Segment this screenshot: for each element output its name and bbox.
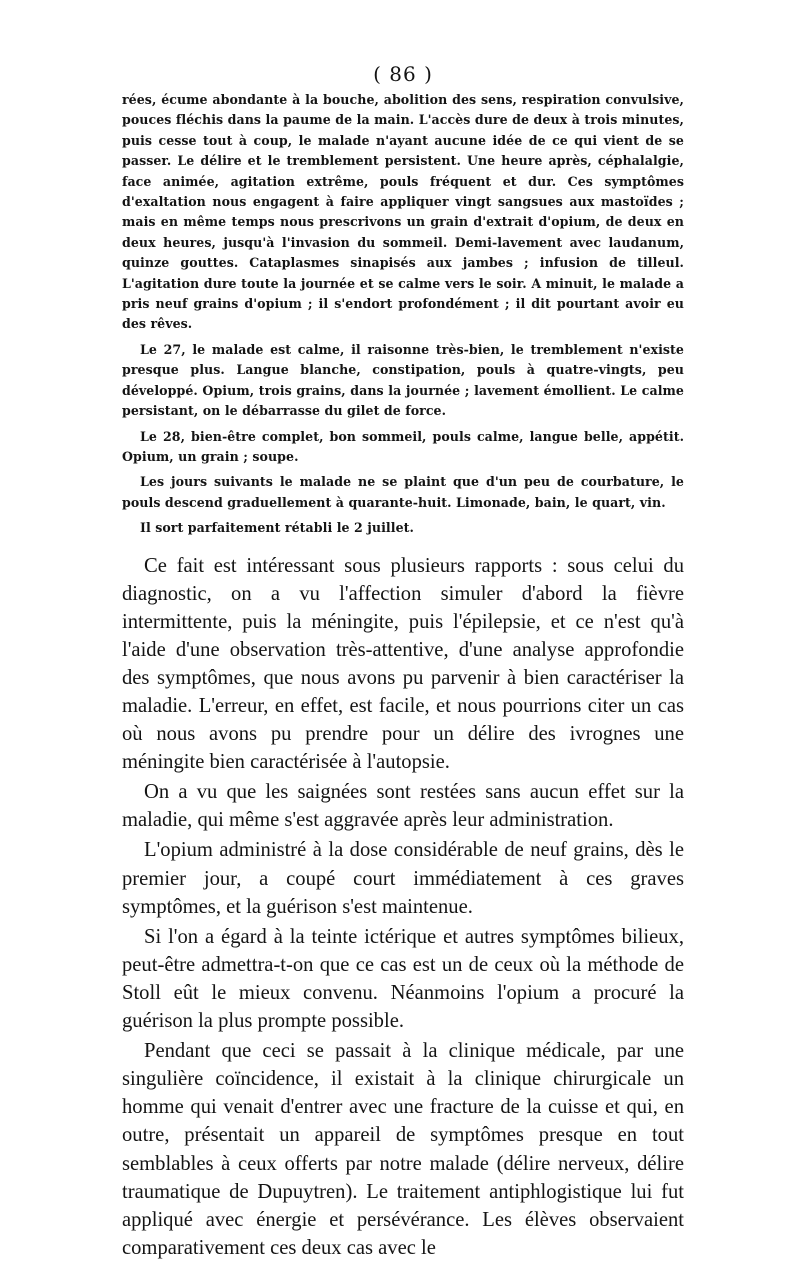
case-paragraph: Il sort parfaitement rétabli le 2 juillet. — [140, 520, 414, 536]
commentary-paragraph: Ce fait est intéressant sous plusieurs rapports : sous celui du diagnostic, on a vu l'affection simuler d'abord la fièvre intermittente, puis la méningite, puis l'épilepsie, et ce n'est qu'à l'aide d'une observation très-attentive, d'une analyse approfondie des symptômes, que nous avons pu parvenir à bien caractériser la maladie. L'erreur, en effet, est facile, et nous pourrions citer un cas où nous avons pu prendre pour un délire des ivrognes une méningite bien caractérisée à l'autopsie. — [122, 554, 684, 774]
commentary-paragraph: Si l'on a égard à la teinte ictérique et autres symptômes bilieux, peut-être admettra-t-on que ce cas est un de ceux où la méthode de Stoll eût le mieux convenu. Néanmoins l'opium a procuré la guérison la plus prompte possible. — [122, 925, 684, 1033]
case-observation-text — [122, 90, 684, 539]
commentary-paragraph: Pendant que ceci se passait à la clinique médicale, par une singulière coïncidence, il existait à la clinique chirurgicale un homme qui venait d'entrer avec une fracture de la cuisse et qui, en outre, présentait un appareil de symptômes presque en tout semblables à ceux offerts par notre malade (délire nerveux, délire traumatique de Dupuytren). Le traitement antiphlogistique lui fut appliqué avec énergie et persévérance. Les élèves observaient comparativement ces deux cas avec le — [122, 1040, 684, 1259]
case-paragraph: Le 28, bien-être complet, bon sommeil, pouls calme, langue belle, appétit. Opium, un grain ; soupe. — [122, 428, 684, 464]
commentary-paragraph: L'opium administré à la dose considérable de neuf grains, dès le premier jour, a coupé court immédiatement à ces graves symptômes, et la guérison s'est maintenue. — [122, 839, 684, 918]
page-number: ( 86 ) — [373, 62, 433, 86]
commentary-text — [122, 552, 684, 1262]
commentary-paragraph: On a vu que les saignées sont restées sans aucun effet sur la maladie, qui même s'est aggravée après leur administration. — [122, 781, 684, 832]
case-paragraph: Les jours suivants le malade ne se plaint que d'un peu de courbature, le pouls descend graduellement à quarante-huit. Limonade, bain, le quart, vin. — [122, 474, 684, 510]
book-page — [122, 62, 684, 1262]
case-paragraph: Le 27, le malade est calme, il raisonne très-bien, le tremblement n'existe presque plus. Langue blanche, constipation, pouls à quatre-vingts, peu développé. Opium, trois grains, dans la journée ; lavement émollient. Le calme persistant, on le débarrasse du gilet de force. — [122, 341, 684, 419]
case-paragraph: rées, écume abondante à la bouche, abolition des sens, respiration convulsive, pouces fléchis dans la paume de la main. L'accès dure de deux à trois minutes, puis cesse tout à coup, le malade n'ayant aucune idée de ce qui vient de se passer. Le délire et le tremblement persistent. Une heure après, céphalalgie, face animée, agitation extrême, pouls fréquent et dur. Ces symptômes d'exaltation nous engagent à faire appliquer vingt sangsues aux mastoïdes ; mais en même temps nous prescrivons un grain d'extrait d'opium, de deux en deux heures, jusqu'à l'invasion du sommeil. Demi-lavement avec laudanum, quinze gouttes. Cataplasmes sinapisés aux jambes ; infusion de tilleul. L'agitation dure toute la journée et se calme vers le soir. A minuit, le malade a pris neuf grains d'opium ; il s'endort profondément ; il dit pourtant avoir eu des rêves. — [122, 92, 684, 332]
